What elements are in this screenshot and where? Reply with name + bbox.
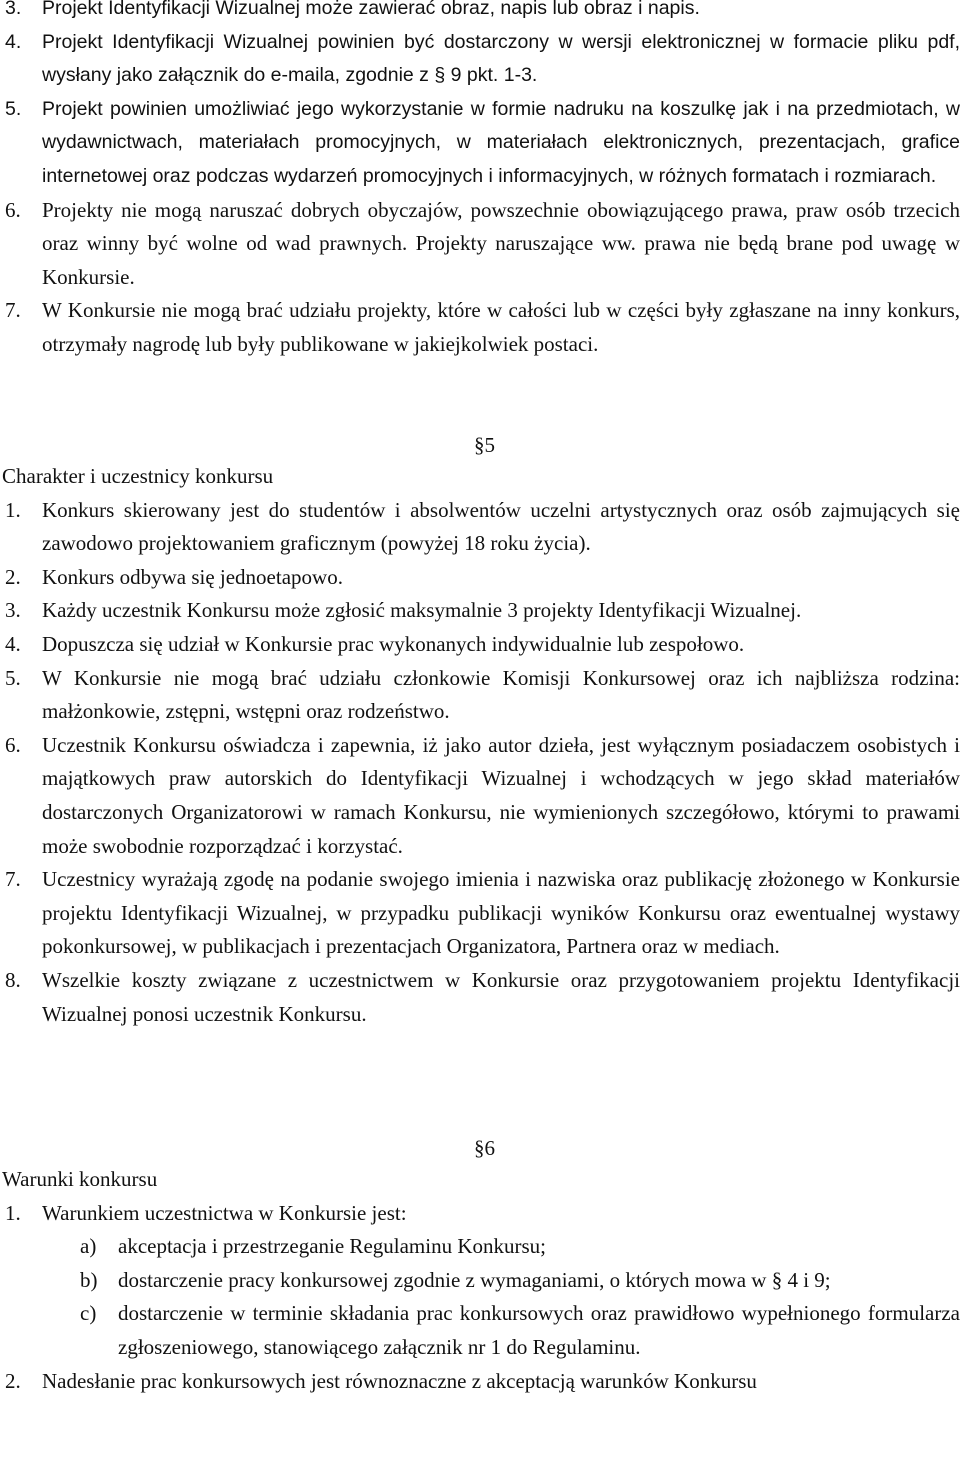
paragraph-mark: §5: [474, 433, 495, 457]
item-text: W Konkursie nie mogą brać udziału członkowie Komisji Konkursowej oraz ich najbliższa rodzina: małżonkowie, zstępni, wstępni oraz rodzeństwo.: [42, 665, 960, 724]
item-text: Konkurs skierowany jest do studentów i absolwentów uczelni artystycznych oraz osób zajmujących się zawodowo projektowaniem graficznym (powyżej 18 roku życia).: [42, 497, 960, 556]
sub-list-item: [0, 1297, 960, 1364]
list-item: [0, 0, 960, 26]
item-number: 2.: [5, 564, 21, 589]
item-number: 4.: [5, 30, 22, 53]
item-text: Projekty nie mogą naruszać dobrych obyczajów, powszechnie obowiązującego prawa, praw osób trzecich oraz winny być wolne od wad prawnych. Projekty naruszające ww. prawa nie będą brane pod uwagę w Konkursie.: [42, 197, 960, 289]
list-item: [0, 1365, 960, 1399]
sub-item-letter: a): [80, 1234, 97, 1259]
sub-item-text: dostarczenie w terminie składania prac konkursowych oraz prawidłowo wypełnionego formularza zgłoszeniowego, stanowiącego załącznik nr 1 do Regulaminu.: [118, 1301, 960, 1359]
sub-list-item: [0, 1230, 960, 1264]
list-item: [0, 494, 960, 561]
item-number: 6.: [5, 197, 21, 222]
list-item: [0, 863, 960, 964]
list-item: [0, 294, 960, 361]
list-item: [0, 594, 960, 628]
sub-item-text: dostarczenie pracy konkursowej zgodnie z wymaganiami, o których mowa w § 4 i 9;: [118, 1267, 831, 1292]
sub-list-item: [0, 1264, 960, 1298]
list-item: [0, 729, 960, 863]
item-number: 5.: [5, 97, 22, 120]
item-number: 5.: [5, 665, 21, 690]
paragraph-mark: §6: [474, 1136, 495, 1160]
item-number: 6.: [5, 732, 21, 757]
list-item: [0, 662, 960, 729]
list-item: [0, 964, 960, 1031]
item-number: 7.: [5, 298, 21, 323]
list-item: [0, 561, 960, 595]
item-text: Wszelkie koszty związane z uczestnictwem w Konkursie oraz przygotowaniem projektu Identyfikacji Wizualnej ponosi uczestnik Konkursu.: [42, 967, 960, 1026]
sub-item-letter: b): [80, 1267, 98, 1292]
item-number: 1.: [5, 1200, 21, 1225]
list-item: [0, 194, 960, 295]
item-text: Uczestnicy wyrażają zgodę na podanie swojego imienia i nazwiska oraz publikację złożonego w Konkursie projektu Identyfikacji Wizualnej, w przypadku publikacji wyników Konkursu oraz ewentualnej wystawy pokonkursowej, w publikacjach i prezentacjach Organizatora, Partnera oraz w mediach.: [42, 867, 960, 959]
item-text: Projekt powinien umożliwiać jego wykorzystanie w formie nadruku na koszulkę jak i na przedmiotach, w wydawnictwach, materiałach promocyjnych, w materiałach elektronicznych, prezentacjach, grafice internetowej oraz podczas wydarzeń promocyjnych i informacyjnych, w różnych formatach i rozmiarach.: [42, 97, 960, 187]
sub-item-letter: c): [80, 1301, 97, 1326]
list-item: [0, 26, 960, 93]
section-title: Charakter i uczestnicy konkursu: [2, 464, 274, 488]
item-number: 2.: [5, 1368, 21, 1393]
section-top-list: [0, 0, 960, 362]
item-number: 1.: [5, 497, 21, 522]
item-number: 3.: [5, 598, 21, 623]
list-item: [0, 628, 960, 662]
item-text: Projekt Identyfikacji Wizualnej powinien być dostarczony w wersji elektronicznej w formacie pliku pdf, wysłany jako załącznik do e-maila, zgodnie z § 9 pkt. 1-3.: [42, 30, 960, 87]
section-5: [0, 430, 960, 1031]
item-number: 7.: [5, 867, 21, 892]
list-item: [0, 1197, 960, 1231]
item-text: Konkurs odbywa się jednoetapowo.: [42, 564, 343, 589]
item-number: 3.: [5, 0, 22, 19]
item-text: Każdy uczestnik Konkursu może zgłosić maksymalnie 3 projekty Identyfikacji Wizualnej.: [42, 598, 802, 623]
item-number: 8.: [5, 967, 21, 992]
item-number: 4.: [5, 631, 21, 656]
list-item: [0, 93, 960, 194]
item-text: Nadesłanie prac konkursowych jest równoznaczne z akceptacją warunków Konkursu: [42, 1368, 757, 1393]
item-text: Dopuszcza się udział w Konkursie prac wykonanych indywidualnie lub zespołowo.: [42, 631, 745, 656]
section-6: [0, 1133, 960, 1398]
item-text: W Konkursie nie mogą brać udziału projekty, które w całości lub w części były zgłaszane na inny konkurs, otrzymały nagrodę lub były publikowane w jakiejkolwiek postaci.: [42, 298, 960, 356]
section-title: Warunki konkursu: [2, 1167, 158, 1191]
item-text: Warunkiem uczestnictwa w Konkursie jest:: [42, 1200, 407, 1225]
item-text: Projekt Identyfikacji Wizualnej może zawierać obraz, napis lub obraz i napis.: [42, 0, 700, 19]
item-text: Uczestnik Konkursu oświadcza i zapewnia, iż jako autor dzieła, jest wyłącznym posiadaczem osobistych i majątkowych praw autorskich do Identyfikacji Wizualnej i wchodzących w jego skład materiałów dostarczonych Organizatorowi w ramach Konkursu, nie wymienionych szczegółowo, którymi to prawami może swobodnie rozporządzać i korzystać.: [42, 732, 960, 858]
sub-item-text: akceptacja i przestrzeganie Regulaminu Konkursu;: [118, 1234, 546, 1259]
